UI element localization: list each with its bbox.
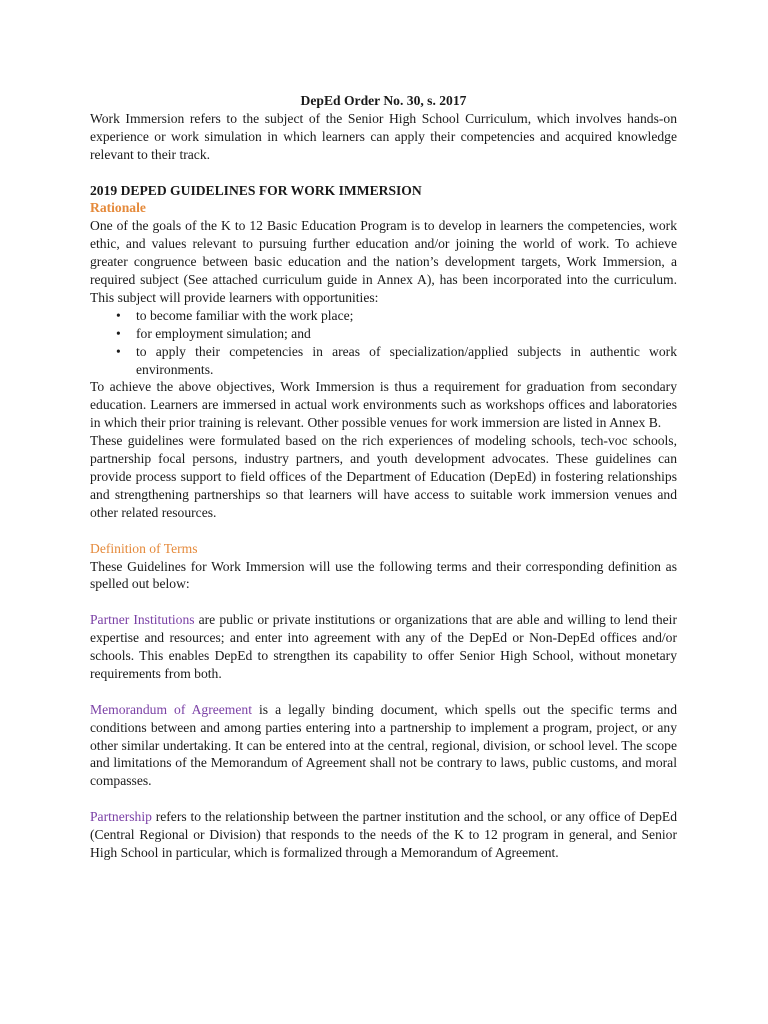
list-item: [90, 325, 677, 343]
bullet-text: for employment simulation; and: [136, 325, 311, 341]
term-label: Memorandum of Agreement: [90, 701, 252, 717]
bullet-text: to apply their competencies in areas of specialization/applied subjects in authentic work environments.: [136, 343, 677, 377]
intro-paragraph: Work Immersion refers to the subject of the Senior High School Curriculum, which involves hands-on experience or work simulation in which learners can apply their competencies and acquired knowledge relevant to their track.: [90, 110, 677, 162]
list-item: [90, 307, 677, 325]
definition-heading: Definition of Terms: [90, 540, 198, 556]
definition-memorandum-of-agreement: [90, 701, 677, 791]
bullet-icon: •: [116, 343, 121, 359]
definition-partner-institutions: [90, 611, 677, 683]
definitions-intro: These Guidelines for Work Immersion will use the following terms and their corresponding definition as spelled out below:: [90, 558, 677, 592]
rationale-paragraph: One of the goals of the K to 12 Basic Education Program is to develop in learners the competencies, work ethic, and values relevant to pursuing further education and/or joining the world of work. To achieve greater congruence between basic education and the nation’s development targets, Work Immersion, a required subject (See attached curriculum guide in Annex A), has been incorporated into the curriculum. This subject will provide learners with opportunities:: [90, 218, 677, 305]
bullet-text: to become familiar with the work place;: [136, 307, 354, 323]
order-title: DepEd Order No. 30, s. 2017: [300, 93, 467, 108]
term-definition: is a legally binding document, which spells out the specific terms and conditions between and among parties entering into a partnership to implement a program, project, or any other similar undertaking. It can be entered into at the central, regional, division, or school level. The scope and limitations of the Memorandum of Agreement shall not be contrary to laws, public customs, and moral compasses.: [90, 701, 677, 789]
bullet-icon: •: [116, 325, 121, 341]
term-label: Partner Institutions: [90, 612, 195, 628]
rationale-heading: Rationale: [90, 200, 146, 216]
bullet-icon: •: [116, 307, 121, 323]
guidelines-basis-paragraph: These guidelines were formulated based on the rich experiences of modeling schools, tech-voc schools, partnership focal persons, industry partners, and youth development advocates. These guidelines can provide process support to field offices of the Department of Education (DepEd) in fostering relationships and strengthening partnerships so that learners will have access to suitable work immersion venues and other related resources.: [90, 433, 677, 520]
list-item: [90, 343, 677, 379]
term-definition: are public or private institutions or organizations that are able and willing to lend their expertise and resources; and enter into agreement with any of the DepEd or Non-DepEd offices and/or schools. This enables DepEd to strengthen its capability to offer Senior High School, without monetary requirements from both.: [90, 612, 677, 681]
objectives-paragraph: To achieve the above objectives, Work Immersion is thus a requirement for graduation from secondary education. Learners are immersed in actual work environments such as workshops offices and laboratories in which their prior training is relevant. Other possible venues for work immersion are listed in Annex B.: [90, 379, 677, 431]
rationale-bullet-list: [90, 307, 677, 379]
document-page: [90, 92, 677, 862]
term-definition: refers to the relationship between the partner institution and the school, or any office of DepEd (Central Regional or Division) that responds to the needs of the K to 12 program in general, and Senior High School in particular, which is formalized through a Memorandum of Agreement.: [90, 809, 677, 860]
definition-partnership: [90, 808, 677, 862]
guidelines-title: 2019 DEPED GUIDELINES FOR WORK IMMERSION: [90, 182, 422, 198]
term-label: Partnership: [90, 809, 152, 825]
